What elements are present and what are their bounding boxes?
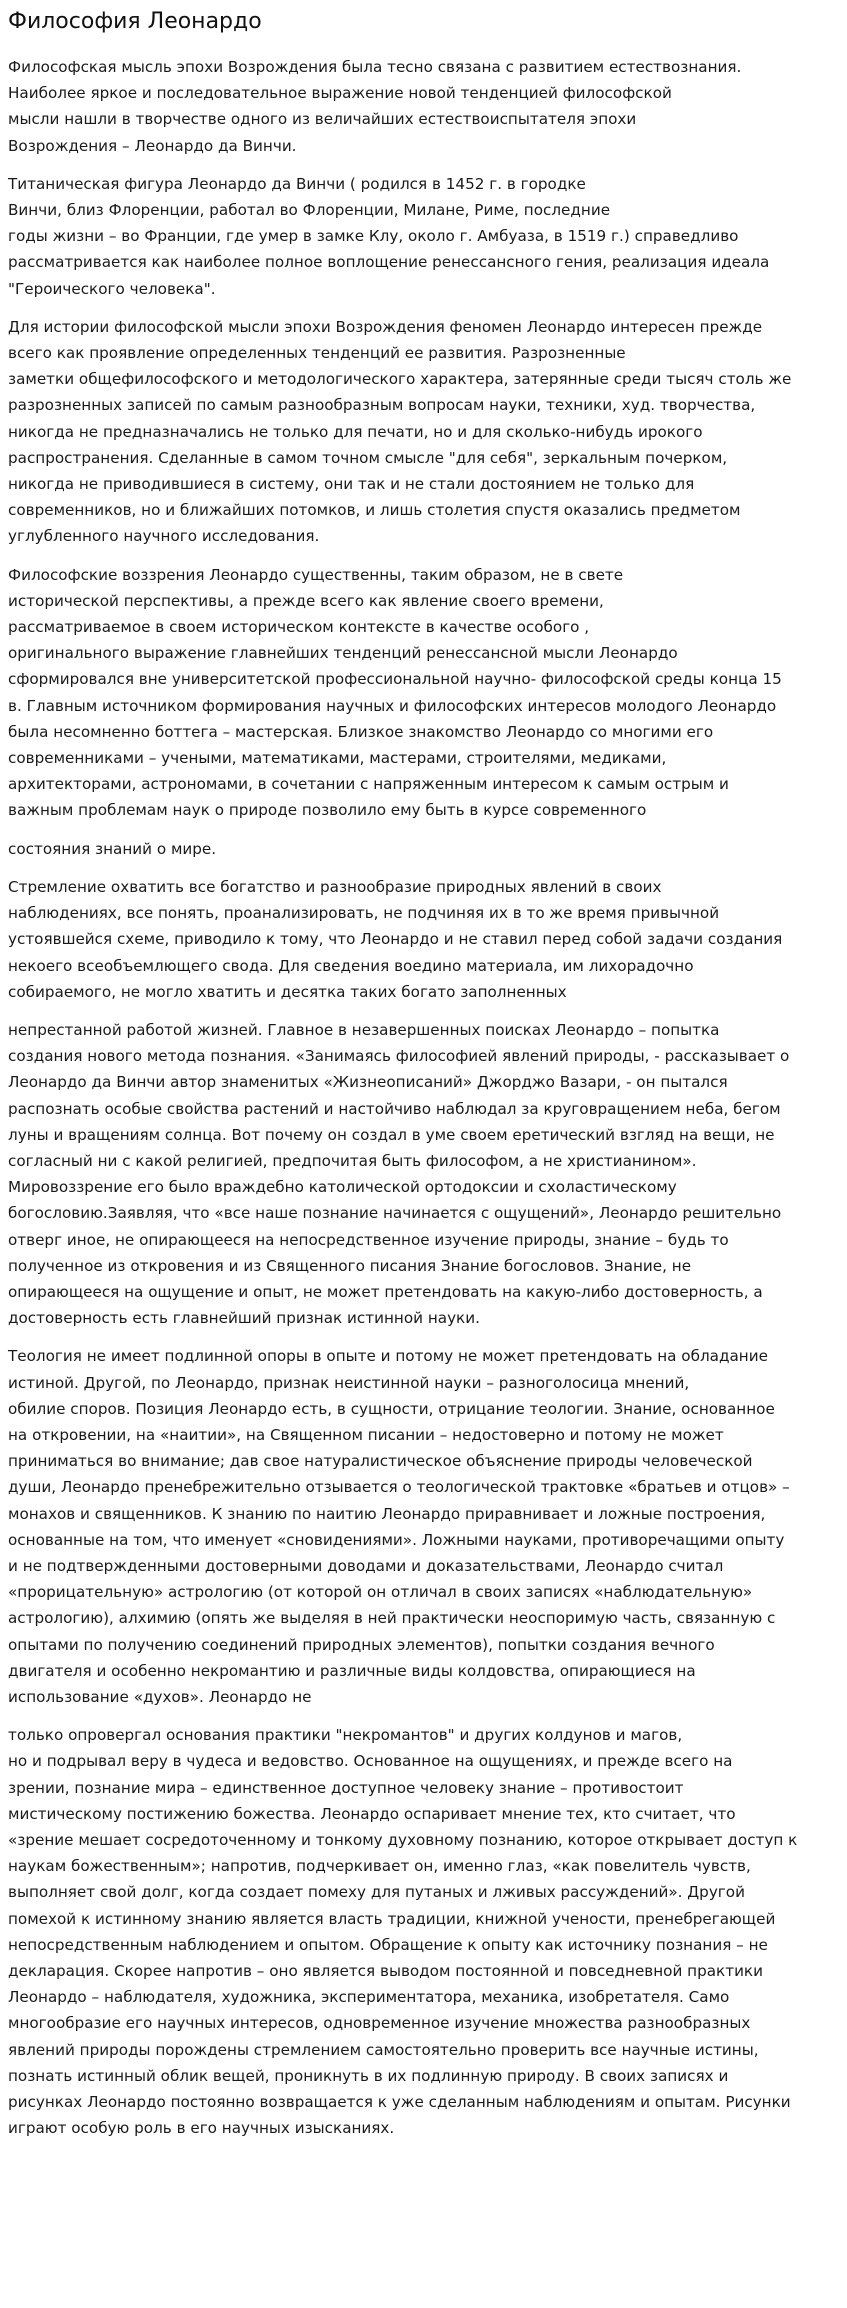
paragraph-gap (8, 1331, 841, 1343)
paragraph-gap (8, 1005, 841, 1017)
paragraph-aspiration: Стремление охватить все богатство и разнообразие природных явлений в своих наблюдениях, все понять, проанализировать, не подчиняя их в то же время привычной устоявшейся схеме, приводило к тому, что Леонардо и не ставил перед собой задачи создания некоего всеобъемлющего свода. Для сведения воедино материала, им лихорадочно собираемого, не могло хватить и десятка таких богато заполненных (8, 877, 783, 1001)
paragraph-gap (8, 824, 841, 836)
paragraph-method: непрестанной работой жизней. Главное в незавершенных поисках Леонардо – попытка создания нового метода познания. «Занимаясь философией явлений природы, - рассказывает о Леонардо да Винчи автор знаменитых «Жизнеописаний» Джорджо Вазари, - он пытался распознать особые свойства растений и настойчиво наблюдал за круговращением неба, бегом луны и вращениям солнца. Вот почему он создал в уме своем еретический взгляд на вещи, не согласный ни с какой религией, предпочитая быть философом, а не христианином». Мировоззрение его было враждебно католической ортодоксии и схоластическому богословию.Заявляя, что «все наше познание начинается с ощущений», Леонардо решительно отверг иное, не опирающееся на непосредственное изучение природы, знание – будь то полученное из откровения и из Священного писания Знание богословов. Знание, не опирающееся на ощущение и опыт, не может претендовать на какую-либо достоверность, а достоверность есть главнейший признак истинной науки. (8, 1020, 790, 1328)
paragraph-intro: Философская мысль эпохи Возрождения была тесно связана с развитием естествознания. Наиболее яркое и последовательное выражение новой тенденцией философской мысли нашли в творчестве одного из величайших естествоиспытателя эпохи Возрождения – Леонардо да Винчи. (8, 58, 742, 155)
paragraph-theology: Теология не имеет подлинной опоры в опыте и потому не может претендовать на обладание истиной. Другой, по Леонардо, признак неистинной науки – разноголосица мнений, обилие споров. Позиция Леонардо есть, в сущности, отрицание теологии. Знание, основанное на откровении, на «наитии», на Священном писании – недостоверно и потому не может приниматься во внимание; дав свое натуралистическое объяснение природы человеческой души, Леонардо пренебрежительно отзывается о теологической трактовке «братьев и отцов» – монахов и священников. К знанию по наитию Леонардо приравнивает и ложные построения, основанные на том, что именует «сновидениями». Ложными науками, противоречащими опыту и не подтвержденными достоверными доводами и доказательствами, Леонардо считал «прорицательную» астрологию (от которой он отличал в своих записях «наблюдательную» астрологию), алхимию (опять же выделяя в ней практически неоспоримую часть, связанную с опытами по получению соединений природных элементов), попытки создания вечного двигателя и особенно некромантию и различные виды колдовства, опирающиеся на использование «духов». Леонардо не (8, 1347, 790, 1706)
paragraph-gap (8, 159, 841, 171)
paragraph-views: Философские воззрения Леонардо существенны, таким образом, не в свете исторической перспективы, а прежде всего как явление своего времени, рассматриваемое в своем историческом контексте в качестве особого , оригинального выражение главнейших тенденций ренессансной мысли Леонардо сформировался вне университетской профессиональной научно- философской среды конца 15 в. Главным источником формирования научных и философских интересов молодого Леонардо была несомненно боттега – мастерская. Близкое знакомство Леонардо со многими его современниками – учеными, математиками, мастерами, строителями, медиками, архитекторами, астрономами, в сочетании с напряженным интересом к самым острым и важным проблемам наук о природе позволило ему быть в курсе современного (8, 565, 782, 820)
paragraph-biography: Титаническая фигура Леонардо да Винчи ( родился в 1452 г. в городке Винчи, близ Флоренции, работал во Флоренции, Милане, Риме, последние годы жизни – во Франции, где умер в замке Клу, около г. Амбуаза, в 1519 г.) справедливо рассматривается как наиболее полное воплощение ренессансного гения, реализация идеала "Героического человека". (8, 174, 770, 298)
paragraph-gap (8, 550, 841, 562)
paragraph-notes: Для истории философской мысли эпохи Возрождения феномен Леонардо интересен прежде всего как проявление определенных тенденций ее развития. Разрозненные заметки общефилософского и методологического характера, затерянные среди тысяч столь же разрозненных записей по самым разнообразным вопросам науки, техники, худ. творчества, никогда не предназначались не только для печати, но и для сколько-нибудь ирокого распространения. Сделанные в самом точном смысле "для себя", зеркальным почерком, никогда не приводившиеся в систему, они так и не стали достоянием не только для современников, но и ближайших потомков, и лишь столетия спустя оказались предметом углубленного научного исследования. (8, 317, 792, 546)
paragraph-gap (8, 1710, 841, 1722)
paragraph-knowledge-state: состояния знаний о мире. (8, 839, 217, 858)
paragraph-gap (8, 302, 841, 314)
paragraph-gap (8, 862, 841, 874)
page-title: Философия Леонардо (8, 9, 262, 34)
paragraph-experience: только опровергал основания практики "некромантов" и других колдунов и магов, но и подрывал веру в чудеса и ведовство. Основанное на ощущениях, и прежде всего на зрении, познание мира – единственное доступное человеку знание – противостоит мистическому постижению божества. Леонардо оспаривает мнение тех, кто считает, что «зрение мешает сосредоточенному и тонкому духовному познанию, которое открывает доступ к наукам божественным»; напротив, подчеркивает он, именно глаз, «как повелитель чувств, выполняет свой долг, когда создает помеху для путаных и лживых рассуждений». Другой помехой к истинному знанию является власть традиции, книжной учености, пренебрегающей непосредственным наблюдением и опытом. Обращение к опыту как источнику познания – не декларация. Скорее напротив – оно является выводом постоянной и повседневной практики Леонардо – наблюдателя, художника, экспериментатора, механика, изобретателя. Само многообразие его научных интересов, одновременное изучение множества разнообразных явлений природы порождены стремлением самостоятельно проверить все научные истины, познать истинный облик вещей, проникнуть в их подлинную природу. В своих записях и рисунках Леонардо постоянно возвращается к уже сделанным наблюдениям и опытам. Рисунки играют особую роль в его научных изысканиях. (8, 1726, 798, 2138)
